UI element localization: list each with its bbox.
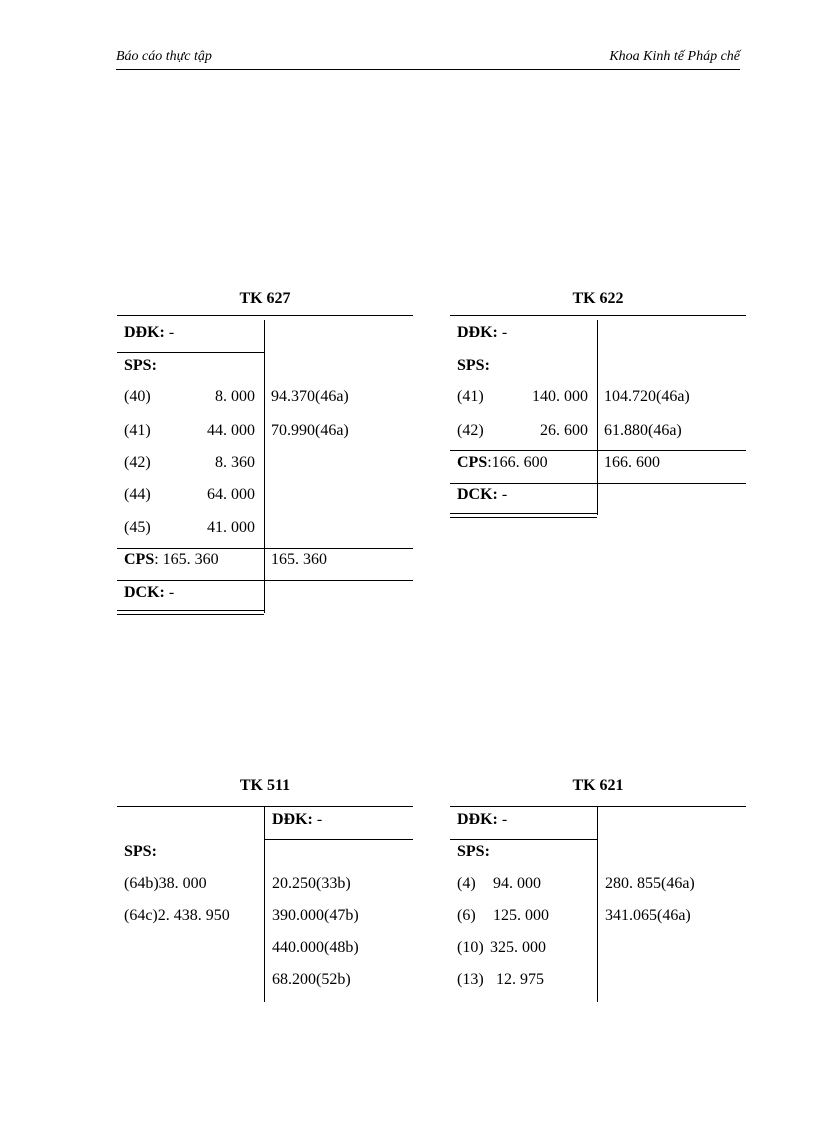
- closing-double-line: [450, 513, 597, 518]
- ddk-value: -: [164, 324, 175, 341]
- debit-ref: (42): [124, 454, 151, 471]
- debit-ref: (42): [457, 422, 484, 439]
- ddk-label: DĐK:: [457, 324, 498, 341]
- dck-row: [124, 581, 174, 605]
- debit-amount: 325. 000: [490, 939, 546, 956]
- ddk-separator: [264, 839, 413, 840]
- credit-entry: 70.990(46a): [271, 422, 349, 439]
- ddk-row: [124, 321, 174, 345]
- ledger-top-line: [450, 806, 746, 807]
- dck-label: DCK:: [457, 486, 498, 503]
- sps-label: SPS:: [457, 843, 490, 860]
- ledger-title: TK 511: [239, 777, 291, 794]
- credit-entry: 94.370(46a): [271, 388, 349, 405]
- dck-row: [457, 483, 507, 507]
- credit-entry: 68.200(52b): [272, 971, 351, 988]
- credit-entry: 440.000(48b): [272, 939, 359, 956]
- cps-row: [457, 451, 548, 475]
- ddk-row: [272, 808, 322, 832]
- page-header: [116, 49, 740, 70]
- debit-ref: (10): [457, 939, 484, 956]
- ledger-tk511: [117, 775, 413, 1005]
- ledger-top-line: [117, 315, 413, 316]
- debit-ref: (40): [124, 388, 151, 405]
- ledger-divider: [597, 320, 598, 515]
- cps-row: [124, 548, 219, 572]
- debit-ref: (13): [457, 971, 484, 988]
- ledger-title: TK 627: [239, 290, 291, 307]
- ledger-divider: [264, 320, 265, 613]
- debit-amount: 140. 000: [532, 388, 588, 405]
- closing-double-line: [117, 610, 264, 615]
- cps-value: :166. 600: [487, 454, 548, 471]
- ddk-value: -: [312, 811, 323, 828]
- ddk-label: DĐK:: [272, 811, 313, 828]
- ledger-title: TK 622: [572, 290, 624, 307]
- cps-credit: 165. 360: [271, 551, 327, 568]
- debit-ref: (4): [457, 875, 476, 892]
- sps-label: SPS:: [124, 357, 157, 374]
- debit-amount: 41. 000: [207, 519, 255, 536]
- header-left: Báo cáo thực tập: [116, 49, 212, 64]
- debit-ref: (45): [124, 519, 151, 536]
- debit-amount: 64. 000: [207, 486, 255, 503]
- credit-entry: 61.880(46a): [604, 422, 682, 439]
- cps-value: : 165. 360: [154, 551, 219, 568]
- debit-ref: (44): [124, 486, 151, 503]
- ddk-label: DĐK:: [457, 811, 498, 828]
- ledger-tk621: [450, 775, 746, 1005]
- dck-value: -: [497, 486, 508, 503]
- debit-ref: (6): [457, 907, 476, 924]
- debit-ref: (41): [457, 388, 484, 405]
- debit-entry: (64c)2. 438. 950: [124, 907, 230, 924]
- dck-label: DCK:: [124, 584, 165, 601]
- debit-amount: 26. 600: [540, 422, 588, 439]
- ledger-tk627: [117, 288, 413, 618]
- credit-entry: 104.720(46a): [604, 388, 690, 405]
- ddk-value: -: [497, 324, 508, 341]
- ddk-row: [457, 321, 507, 345]
- debit-amount: 8. 360: [215, 454, 255, 471]
- debit-entry: (64b)38. 000: [124, 875, 207, 892]
- ledger-divider: [264, 806, 265, 1002]
- debit-amount: 125. 000: [493, 907, 549, 924]
- credit-entry: 390.000(47b): [272, 907, 359, 924]
- cps-label: CPS: [457, 454, 488, 471]
- debit-amount: 94. 000: [493, 875, 541, 892]
- dck-value: -: [164, 584, 175, 601]
- debit-amount: 12. 975: [496, 971, 544, 988]
- credit-entry: 280. 855(46a): [605, 875, 695, 892]
- ledger-title: TK 621: [572, 777, 624, 794]
- ddk-row: [457, 808, 507, 832]
- sps-label: SPS:: [457, 357, 490, 374]
- debit-ref: (41): [124, 422, 151, 439]
- cps-label: CPS: [124, 551, 155, 568]
- credit-entry: 341.065(46a): [605, 907, 691, 924]
- cps-credit: 166. 600: [604, 454, 660, 471]
- ledger-top-line: [117, 806, 413, 807]
- sps-label: SPS:: [124, 843, 157, 860]
- credit-entry: 20.250(33b): [272, 875, 351, 892]
- ledger-divider: [597, 806, 598, 1002]
- ddk-value: -: [497, 811, 508, 828]
- ddk-separator: [117, 352, 264, 353]
- header-right: Khoa Kinh tế Pháp chế: [609, 49, 740, 64]
- ddk-label: DĐK:: [124, 324, 165, 341]
- ledger-top-line: [450, 315, 746, 316]
- debit-amount: 44. 000: [207, 422, 255, 439]
- ledger-tk622: [450, 288, 746, 520]
- debit-amount: 8. 000: [215, 388, 255, 405]
